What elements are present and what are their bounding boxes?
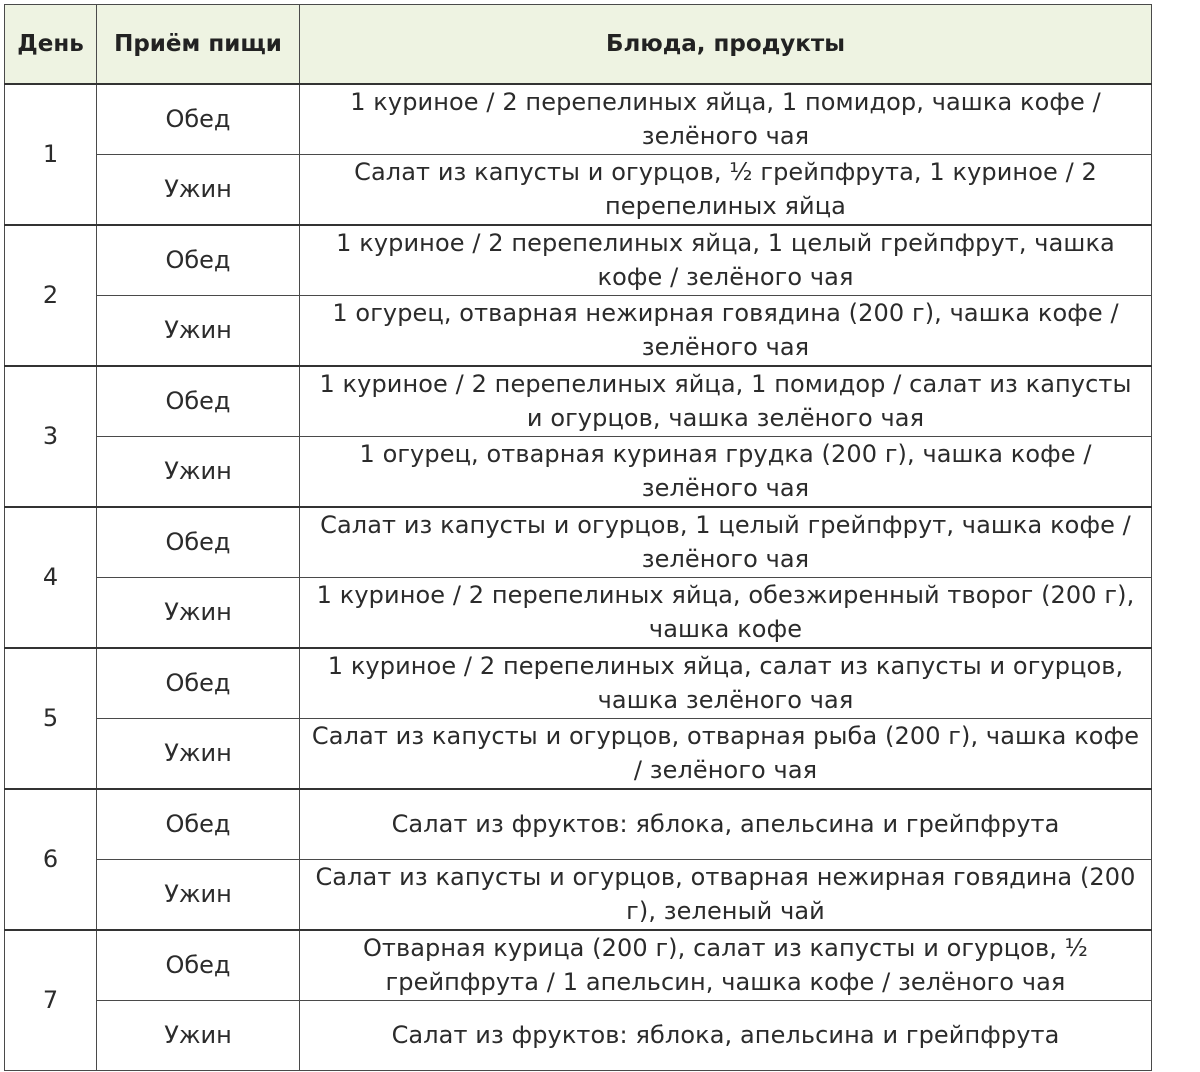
- table-row: [5, 154, 1152, 225]
- dishes-cell: Салат из капусты и огурцов, 1 целый грейпфрут, чашка кофе / зелёного чая: [300, 507, 1152, 578]
- meal-name: Обед: [97, 789, 300, 860]
- dishes-cell: Салат из капусты и огурцов, отварная рыба (200 г), чашка кофе / зелёного чая: [300, 718, 1152, 789]
- header-day: День: [5, 5, 97, 84]
- meal-name: Ужин: [97, 577, 300, 648]
- table-row: [5, 366, 1152, 437]
- dishes-cell: Салат из фруктов: яблока, апельсина и грейпфрута: [300, 1000, 1152, 1071]
- dishes-cell: 1 куриное / 2 перепелиных яйца, 1 помидор, чашка кофе / зелёного чая: [300, 84, 1152, 155]
- meal-name: Обед: [97, 366, 300, 437]
- table-row: [5, 84, 1152, 155]
- day-number: 5: [5, 648, 97, 789]
- day-number: 1: [5, 84, 97, 225]
- table-row: [5, 225, 1152, 296]
- header-meal: Приём пищи: [97, 5, 300, 84]
- day-number: 3: [5, 366, 97, 507]
- meal-name: Обед: [97, 648, 300, 719]
- dishes-cell: 1 куриное / 2 перепелиных яйца, 1 целый грейпфрут, чашка кофе / зелёного чая: [300, 225, 1152, 296]
- table-row: [5, 507, 1152, 578]
- meal-name: Ужин: [97, 1000, 300, 1071]
- table-row: [5, 577, 1152, 648]
- dishes-cell: Салат из капусты и огурцов, ½ грейпфрута, 1 куриное / 2 перепелиных яйца: [300, 154, 1152, 225]
- meal-name: Обед: [97, 507, 300, 578]
- dishes-cell: 1 куриное / 2 перепелиных яйца, салат из капусты и огурцов, чашка зелёного чая: [300, 648, 1152, 719]
- dishes-cell: 1 огурец, отварная нежирная говядина (200 г), чашка кофе / зелёного чая: [300, 295, 1152, 366]
- table-row: [5, 859, 1152, 930]
- day-number: 6: [5, 789, 97, 930]
- meal-name: Обед: [97, 84, 300, 155]
- table-row: [5, 295, 1152, 366]
- dishes-cell: Отварная курица (200 г), салат из капусты и огурцов, ½ грейпфрута / 1 апельсин, чашка кофе / зелёного чая: [300, 930, 1152, 1001]
- table-row: [5, 789, 1152, 860]
- header-row: [5, 5, 1152, 84]
- dishes-cell: 1 куриное / 2 перепелиных яйца, обезжиренный творог (200 г), чашка кофе: [300, 577, 1152, 648]
- table-row: [5, 1000, 1152, 1071]
- dishes-cell: 1 куриное / 2 перепелиных яйца, 1 помидор / салат из капусты и огурцов, чашка зелёного чая: [300, 366, 1152, 437]
- table-header: [5, 5, 1152, 84]
- meal-name: Обед: [97, 930, 300, 1001]
- day-number: 7: [5, 930, 97, 1071]
- diet-menu-table: [4, 4, 1152, 1071]
- meal-name: Ужин: [97, 436, 300, 507]
- day-number: 4: [5, 507, 97, 648]
- dishes-cell: 1 огурец, отварная куриная грудка (200 г), чашка кофе / зелёного чая: [300, 436, 1152, 507]
- table-row: [5, 436, 1152, 507]
- meal-name: Обед: [97, 225, 300, 296]
- meal-name: Ужин: [97, 718, 300, 789]
- dishes-cell: Салат из фруктов: яблока, апельсина и грейпфрута: [300, 789, 1152, 860]
- table-row: [5, 930, 1152, 1001]
- day-number: 2: [5, 225, 97, 366]
- table-body: [5, 84, 1152, 1071]
- meal-name: Ужин: [97, 154, 300, 225]
- header-dishes: Блюда, продукты: [300, 5, 1152, 84]
- table-row: [5, 648, 1152, 719]
- dishes-cell: Салат из капусты и огурцов, отварная нежирная говядина (200 г), зеленый чай: [300, 859, 1152, 930]
- meal-name: Ужин: [97, 295, 300, 366]
- table-row: [5, 718, 1152, 789]
- meal-name: Ужин: [97, 859, 300, 930]
